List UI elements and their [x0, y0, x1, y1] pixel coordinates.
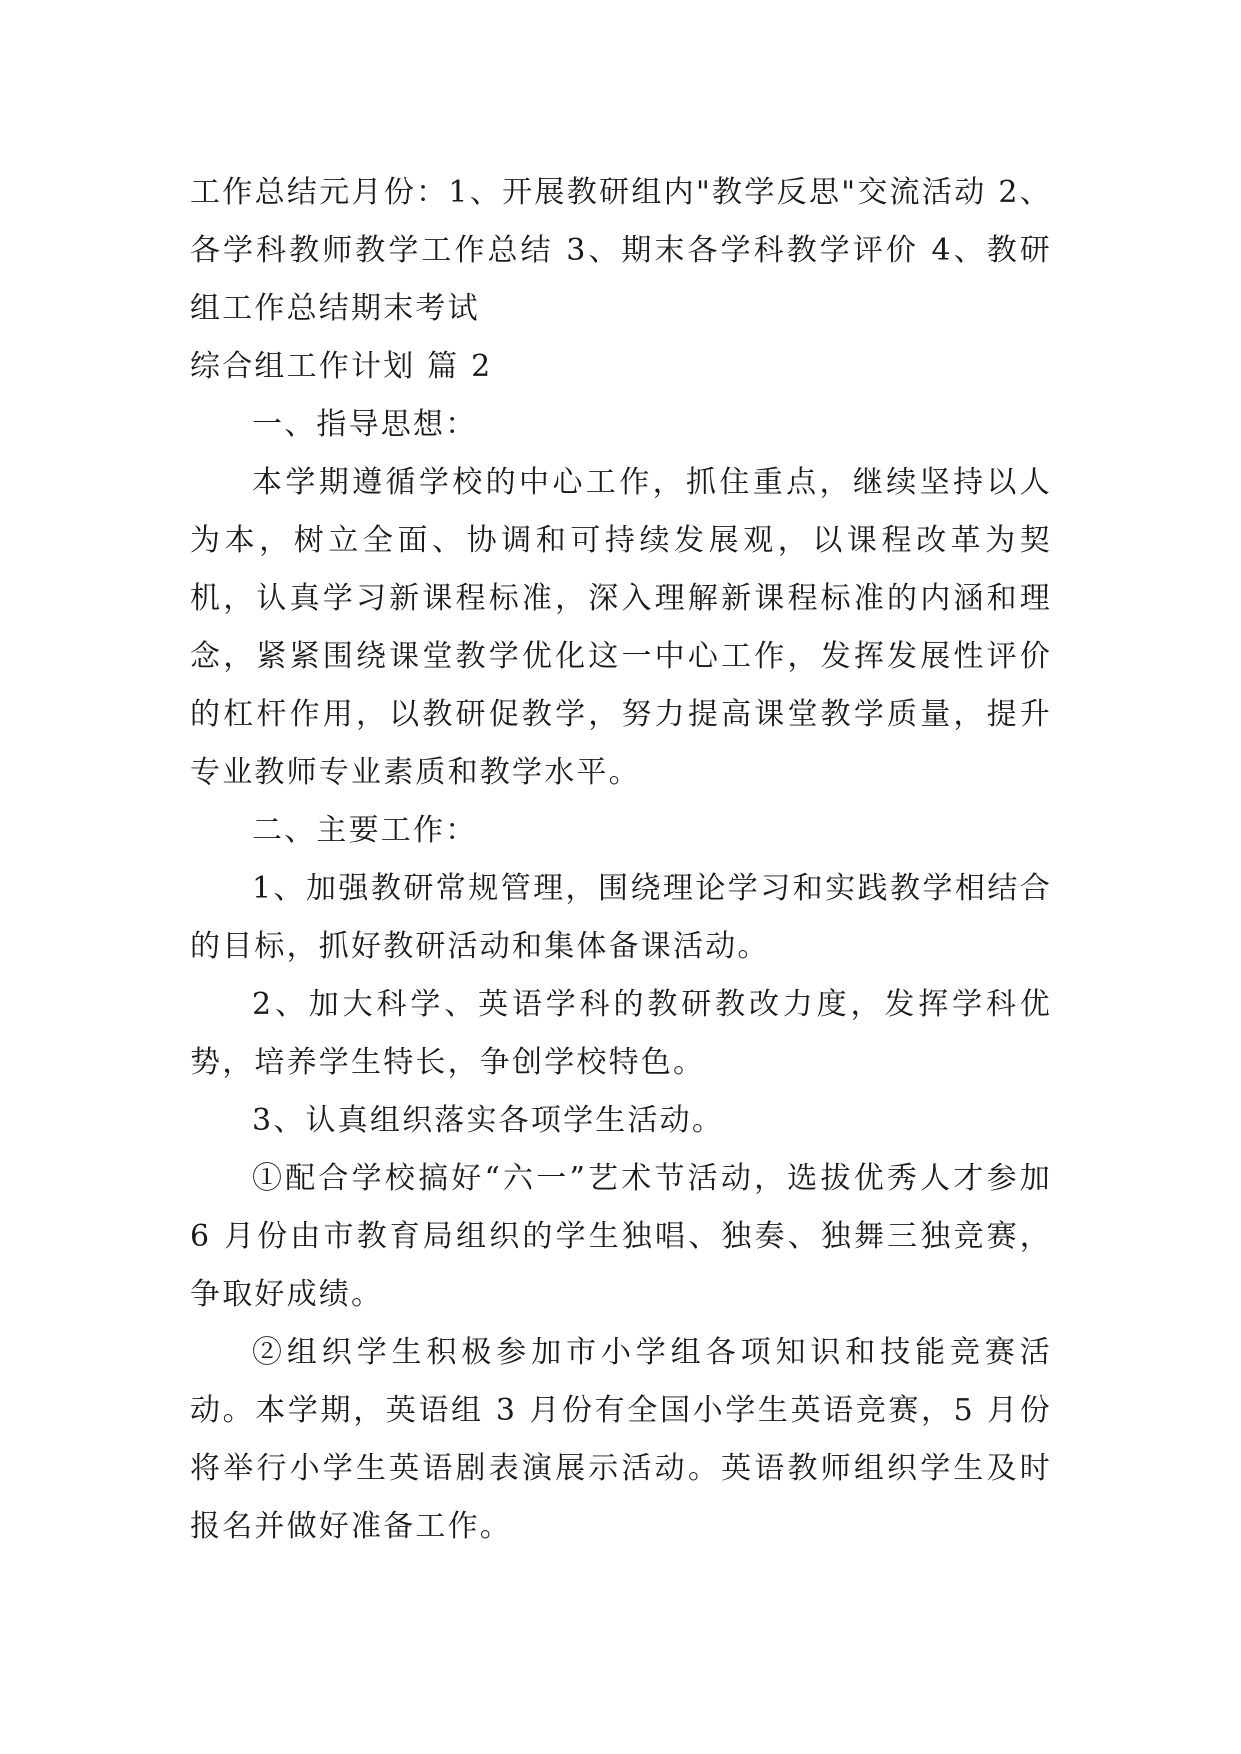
guiding-thought-paragraph: 本学期遵循学校的中心工作，抓住重点，继续坚持以人为本，树立全面、协调和可持续发展观，以课程改革为契机，认真学习新课程标准，深入理解新课程标准的内涵和理念，紧紧围绕课堂教学优化这一中心工作，发挥发展性评价的杠杆作用，以教研促教学，努力提高课堂教学质量，提升专业教师专业素质和教学水平。	[190, 465, 1052, 790]
work-item-2: 2、加大科学、英语学科的教研教改力度，发挥学科优势，培养学生特长，争创学校特色。	[190, 987, 1052, 1080]
sub-item-1: ①配合学校搞好“六一”艺术节活动，选拔优秀人才参加 6 月份由市教育局组织的学生独唱、独奏、独舞三独竞赛，争取好成绩。	[190, 1161, 1052, 1312]
sub-item-2: ②组织学生积极参加市小学组各项知识和技能竞赛活动。本学期，英语组 3 月份有全国小学生英语竞赛，5 月份将举行小学生英语剧表演展示活动。英语教师组织学生及时报名并做好准备工作。	[190, 1335, 1052, 1544]
heading-guiding-thought: 一、指导思想：	[252, 407, 478, 442]
section-title: 综合组工作计划 篇 2	[190, 349, 493, 384]
heading-main-work: 二、主要工作：	[252, 813, 478, 848]
intro-paragraph: 工作总结元月份：1、开展教研组内"教学反思"交流活动 2、各学科教师教学工作总结 3、期末各学科教学评价 4、教研组工作总结期末考试	[190, 175, 1052, 326]
document-page	[190, 164, 1052, 1556]
work-item-1: 1、加强教研常规管理，围绕理论学习和实践教学相结合的目标，抓好教研活动和集体备课活动。	[190, 871, 1052, 964]
work-item-3: 3、认真组织落实各项学生活动。	[252, 1103, 725, 1138]
